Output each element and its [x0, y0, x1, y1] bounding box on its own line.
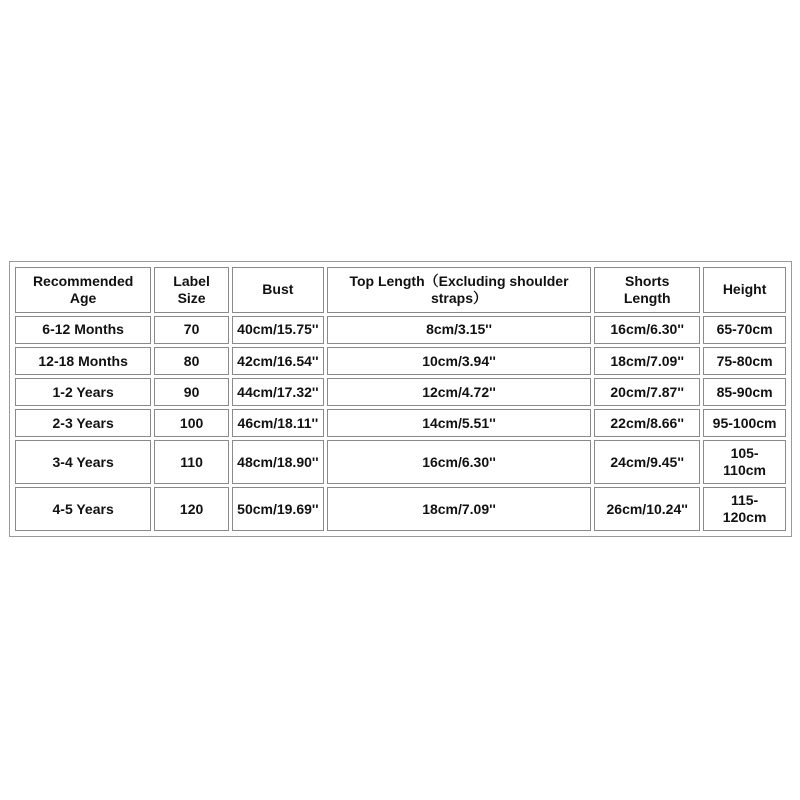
cell-bust: 40cm/15.75'' [232, 316, 324, 344]
cell-top-length: 16cm/6.30'' [327, 440, 591, 484]
cell-height: 85-90cm [703, 378, 786, 406]
cell-bust: 50cm/19.69'' [232, 487, 324, 531]
column-header-label-size: Label Size [154, 267, 229, 313]
cell-bust: 48cm/18.90'' [232, 440, 324, 484]
cell-top-length: 14cm/5.51'' [327, 409, 591, 437]
cell-top-length: 12cm/4.72'' [327, 378, 591, 406]
cell-height: 95-100cm [703, 409, 786, 437]
cell-label-size: 80 [154, 347, 229, 375]
cell-shorts-length: 26cm/10.24'' [594, 487, 700, 531]
cell-age: 4-5 Years [15, 487, 151, 531]
cell-bust: 46cm/18.11'' [232, 409, 324, 437]
size-chart [9, 261, 792, 537]
cell-bust: 44cm/17.32'' [232, 378, 324, 406]
cell-top-length: 10cm/3.94'' [327, 347, 591, 375]
cell-label-size: 110 [154, 440, 229, 484]
table-row [15, 409, 786, 437]
column-header-shorts-length: Shorts Length [594, 267, 700, 313]
cell-shorts-length: 18cm/7.09'' [594, 347, 700, 375]
cell-age: 12-18 Months [15, 347, 151, 375]
cell-shorts-length: 16cm/6.30'' [594, 316, 700, 344]
column-header-top-length: Top Length（Excluding shoulder straps） [327, 267, 591, 313]
cell-height: 75-80cm [703, 347, 786, 375]
cell-age: 3-4 Years [15, 440, 151, 484]
cell-label-size: 70 [154, 316, 229, 344]
cell-label-size: 120 [154, 487, 229, 531]
cell-height: 65-70cm [703, 316, 786, 344]
table-row [15, 487, 786, 531]
cell-height: 105-110cm [703, 440, 786, 484]
table-row [15, 440, 786, 484]
size-chart-table [12, 264, 789, 534]
cell-label-size: 100 [154, 409, 229, 437]
cell-shorts-length: 20cm/7.87'' [594, 378, 700, 406]
cell-shorts-length: 24cm/9.45'' [594, 440, 700, 484]
table-row [15, 378, 786, 406]
cell-bust: 42cm/16.54'' [232, 347, 324, 375]
cell-height: 115-120cm [703, 487, 786, 531]
cell-age: 1-2 Years [15, 378, 151, 406]
cell-age: 2-3 Years [15, 409, 151, 437]
table-row [15, 316, 786, 344]
table-header-row [15, 267, 786, 313]
table-row [15, 347, 786, 375]
cell-top-length: 8cm/3.15'' [327, 316, 591, 344]
cell-top-length: 18cm/7.09'' [327, 487, 591, 531]
column-header-age: Recommended Age [15, 267, 151, 313]
column-header-height: Height [703, 267, 786, 313]
column-header-bust: Bust [232, 267, 324, 313]
cell-shorts-length: 22cm/8.66'' [594, 409, 700, 437]
cell-label-size: 90 [154, 378, 229, 406]
cell-age: 6-12 Months [15, 316, 151, 344]
